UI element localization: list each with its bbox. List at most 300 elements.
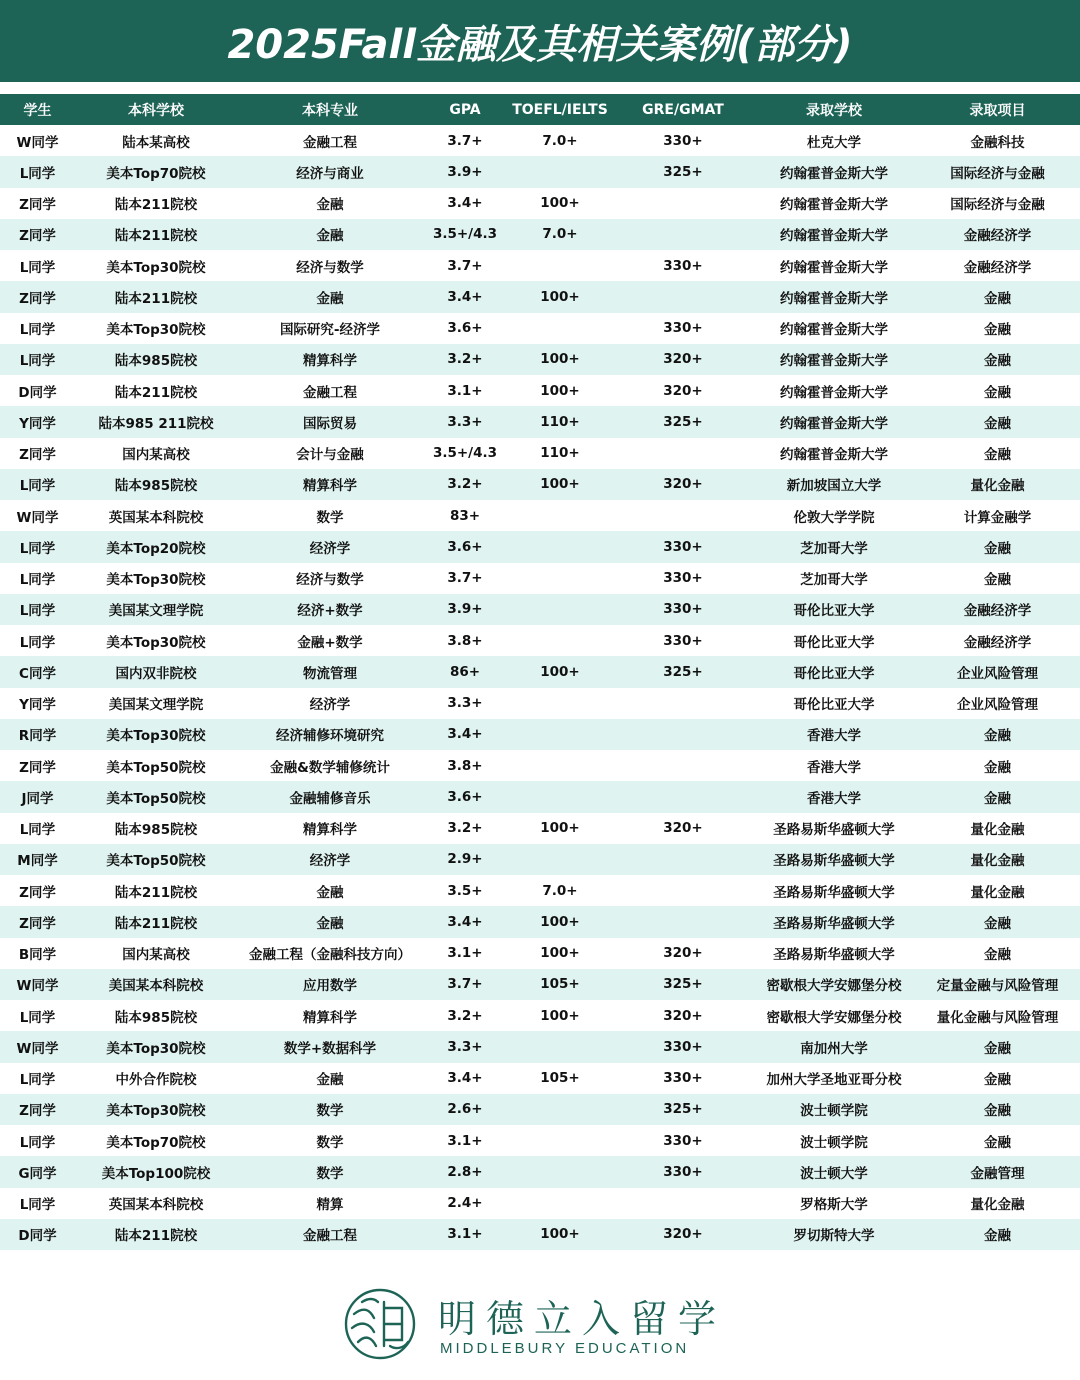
table-cell: 3.4+ — [447, 1070, 483, 1087]
table-cell: 数学 — [316, 1134, 344, 1151]
table-cell: 105+ — [540, 1070, 580, 1087]
table-cell: 陆本211院校 — [114, 1228, 198, 1245]
table-cell: 量化金融 — [970, 478, 1025, 495]
table-cell: 国内某高校 — [122, 947, 190, 964]
table-row — [0, 375, 1080, 406]
table-cell: 330+ — [663, 538, 703, 555]
table-row — [0, 1125, 1080, 1156]
table-row — [0, 156, 1080, 187]
table-cell: 金融 — [984, 1072, 1011, 1089]
table-cell: 3.4+ — [447, 195, 483, 212]
table-row — [0, 688, 1080, 719]
table-cell: 国际经济与金融 — [950, 197, 1045, 214]
table-cell: 金融 — [316, 884, 344, 901]
table-cell: 3.1+ — [447, 945, 483, 962]
column-header: 录取项目 — [969, 102, 1026, 119]
table-cell: 金融 — [984, 790, 1011, 807]
table-cell: L同学 — [19, 1072, 56, 1089]
table-cell: 美本Top30院校 — [106, 1103, 206, 1120]
table-row — [0, 500, 1080, 531]
table-cell: 美本Top50院校 — [106, 853, 206, 870]
table-cell: 金融经济学 — [963, 259, 1032, 276]
table-cell: 会计与金融 — [296, 447, 364, 464]
table-cell: 量化金融与风险管理 — [936, 1009, 1059, 1026]
table-cell: 美本Top30院校 — [106, 634, 206, 651]
table-row — [0, 594, 1080, 625]
table-cell: 325+ — [663, 1101, 703, 1118]
table-row — [0, 1156, 1080, 1187]
table-cell: 金融 — [316, 197, 344, 214]
table-cell: 100+ — [540, 945, 580, 962]
table-cell: 金融 — [984, 447, 1011, 464]
table-cell: 圣路易斯华盛顿大学 — [773, 822, 895, 839]
table-cell: 105+ — [540, 976, 580, 993]
table-cell: 陆本211院校 — [114, 290, 198, 307]
table-cell: 325+ — [663, 163, 703, 180]
table-cell: Y同学 — [19, 697, 56, 714]
table-cell: W同学 — [16, 509, 59, 526]
page-title: 2025Fall金融及其相关案例(部分) — [227, 21, 853, 68]
table-cell: 精算科学 — [303, 353, 357, 370]
table-cell: 3.6+ — [447, 320, 483, 337]
brand-name-cn: 明德立入留学 — [438, 1297, 727, 1341]
table-cell: 330+ — [663, 632, 703, 649]
divider — [0, 82, 1080, 94]
table-cell: 330+ — [663, 320, 703, 337]
table-cell: 企业风险管理 — [957, 665, 1038, 682]
table-cell: 约翰霍普金斯大学 — [780, 447, 888, 464]
table-cell: 320+ — [663, 351, 703, 368]
table-cell: 3.5+/4.3 — [432, 445, 498, 462]
table-cell: Z同学 — [19, 290, 56, 307]
table-cell: 金融 — [984, 915, 1011, 932]
table-row — [0, 750, 1080, 781]
table-cell: 3.2+ — [447, 1007, 483, 1024]
table-cell: R同学 — [18, 728, 57, 745]
table-row — [0, 1000, 1080, 1031]
brand-footer — [340, 1284, 740, 1364]
table-cell: 经济学 — [309, 853, 351, 870]
table-cell: 金融科技 — [970, 134, 1025, 151]
table-cell: 国内某高校 — [122, 447, 190, 464]
table-cell: 3.3+ — [447, 413, 483, 430]
table-cell: 330+ — [663, 132, 703, 149]
table-cell: 美本Top70院校 — [106, 1134, 206, 1151]
table-cell: 陆本211院校 — [114, 384, 198, 401]
table-cell: 金融工程（金融科技方向） — [249, 947, 411, 964]
table-cell: 320+ — [663, 382, 703, 399]
table-cell: M同学 — [17, 853, 58, 870]
table-cell: 110+ — [540, 413, 580, 430]
table-cell: 3.2+ — [447, 820, 483, 837]
table-cell: 计算金融学 — [963, 509, 1032, 526]
table-row — [0, 656, 1080, 687]
table-cell: 陆本985院校 — [114, 478, 198, 495]
table-cell: 约翰霍普金斯大学 — [780, 353, 888, 370]
table-cell: 美本Top30院校 — [106, 728, 206, 745]
table-cell: 国内双非院校 — [115, 665, 197, 682]
table-cell: 英国某本科院校 — [108, 1197, 204, 1214]
table-cell: 330+ — [663, 1070, 703, 1087]
table-cell: 金融 — [316, 290, 344, 307]
table-row — [0, 250, 1080, 281]
table-cell: 美本Top30院校 — [106, 322, 206, 339]
table-cell: Y同学 — [19, 415, 56, 432]
table-cell: 金融 — [316, 228, 344, 245]
table-cell: 陆本985院校 — [114, 822, 198, 839]
table-cell: 3.6+ — [447, 538, 483, 555]
table-cell: 325+ — [663, 976, 703, 993]
table-cell: 100+ — [540, 195, 580, 212]
table-cell: 100+ — [540, 351, 580, 368]
table-cell: L同学 — [19, 572, 56, 589]
table-cell: 美本Top30院校 — [106, 259, 206, 276]
table-cell: 美国某本科院校 — [108, 978, 204, 995]
table-cell: W同学 — [16, 134, 59, 151]
table-cell: 美本Top50院校 — [106, 759, 206, 776]
table-cell: 金融 — [984, 384, 1011, 401]
table-cell: L同学 — [19, 1134, 56, 1151]
column-header: 本科学校 — [128, 102, 184, 119]
table-cell: 量化金融 — [970, 1197, 1025, 1214]
table-cell: 100+ — [540, 820, 580, 837]
table-cell: 金融经济学 — [963, 228, 1032, 245]
table-cell: 3.1+ — [447, 382, 483, 399]
table-cell: 金融 — [316, 915, 344, 932]
table-row — [0, 563, 1080, 594]
table-cell: 密歇根大学安娜堡分校 — [766, 978, 902, 995]
table-cell: 金融 — [984, 1040, 1011, 1057]
table-row — [0, 719, 1080, 750]
table-cell: 2.9+ — [447, 851, 483, 868]
table-row — [0, 844, 1080, 875]
table-cell: 精算科学 — [303, 822, 357, 839]
column-header: 录取学校 — [806, 102, 862, 119]
table-cell: 3.7+ — [447, 257, 483, 274]
table-cell: 经济与商业 — [296, 165, 364, 182]
table-cell: 金融 — [984, 540, 1011, 557]
table-cell: 325+ — [663, 663, 703, 680]
table-cell: 金融 — [984, 947, 1011, 964]
table-cell: 哥伦比亚大学 — [793, 697, 875, 714]
table-cell: 3.8+ — [447, 757, 483, 774]
table-cell: 加州大学圣地亚哥分校 — [766, 1072, 902, 1089]
table-cell: L同学 — [19, 165, 56, 182]
table-cell: Z同学 — [19, 759, 56, 776]
table-cell: 芝加哥大学 — [800, 540, 868, 557]
table-cell: L同学 — [19, 603, 56, 620]
table-row — [0, 1031, 1080, 1062]
table-cell: 330+ — [663, 570, 703, 587]
table-cell: 波士顿大学 — [800, 1165, 868, 1182]
table-cell: L同学 — [19, 478, 56, 495]
table-cell: 新加坡国立大学 — [786, 478, 882, 495]
table-cell: L同学 — [19, 634, 56, 651]
table-cell: 数学 — [316, 1165, 344, 1182]
table-cell: 7.0+ — [542, 132, 578, 149]
table-cell: Z同学 — [19, 884, 56, 901]
table-cell: 7.0+ — [542, 226, 578, 243]
table-cell: 3.7+ — [447, 132, 483, 149]
table-row — [0, 1188, 1080, 1219]
table-cell: 100+ — [540, 913, 580, 930]
table-cell: 美本Top30院校 — [106, 1040, 206, 1057]
table-cell: L同学 — [19, 322, 56, 339]
table-cell: 金融 — [984, 415, 1011, 432]
table-cell: 美本Top50院校 — [106, 790, 206, 807]
table-cell: 圣路易斯华盛顿大学 — [773, 884, 895, 901]
table-cell: 量化金融 — [970, 853, 1025, 870]
table-cell: 320+ — [663, 1226, 703, 1243]
table-row — [0, 938, 1080, 969]
table-cell: 金融辅修音乐 — [289, 790, 371, 807]
table-cell: Z同学 — [19, 228, 56, 245]
table-cell: 金融 — [984, 1228, 1011, 1245]
table-row — [0, 531, 1080, 562]
table-cell: L同学 — [19, 1197, 56, 1214]
table-cell: 330+ — [663, 1132, 703, 1149]
table-cell: 100+ — [540, 1226, 580, 1243]
table-cell: 320+ — [663, 1007, 703, 1024]
column-header: TOEFL/IELTS — [512, 101, 608, 118]
table-cell: 中外合作院校 — [115, 1072, 197, 1089]
table-cell: L同学 — [19, 259, 56, 276]
table-row — [0, 313, 1080, 344]
table-cell: 金融 — [984, 572, 1011, 589]
table-cell: W同学 — [16, 978, 59, 995]
table-cell: 哥伦比亚大学 — [793, 634, 875, 651]
table-cell: 金融工程 — [303, 134, 357, 151]
column-header: 学生 — [23, 102, 52, 119]
table-cell: D同学 — [18, 384, 57, 401]
table-cell: 企业风险管理 — [957, 697, 1038, 714]
table-cell: 330+ — [663, 1163, 703, 1180]
table-cell: 美国某文理学院 — [108, 697, 204, 714]
table-cell: 哥伦比亚大学 — [793, 603, 875, 620]
table-cell: 国际贸易 — [303, 415, 357, 432]
table-cell: Z同学 — [19, 915, 56, 932]
table-cell: 330+ — [663, 601, 703, 618]
table-cell: 陆本985院校 — [114, 353, 198, 370]
table-cell: 金融 — [984, 759, 1011, 776]
table-cell: 陆本211院校 — [114, 884, 198, 901]
table-row — [0, 1063, 1080, 1094]
table-cell: 陆本985 211院校 — [98, 415, 214, 432]
table-cell: 约翰霍普金斯大学 — [780, 228, 888, 245]
table-cell: 圣路易斯华盛顿大学 — [773, 853, 895, 870]
table-cell: 约翰霍普金斯大学 — [780, 415, 888, 432]
table-cell: 金融 — [984, 1103, 1011, 1120]
table-cell: 波士顿学院 — [800, 1134, 868, 1151]
table-cell: 经济学 — [309, 697, 351, 714]
table-cell: 3.9+ — [447, 163, 483, 180]
table-cell: 100+ — [540, 476, 580, 493]
table-cell: 110+ — [540, 445, 580, 462]
table-cell: 金融经济学 — [963, 634, 1032, 651]
table-cell: 密歇根大学安娜堡分校 — [766, 1009, 902, 1026]
table-cell: 3.7+ — [447, 976, 483, 993]
table-cell: B同学 — [18, 947, 57, 964]
column-header: GPA — [449, 101, 481, 118]
table-cell: 国际经济与金融 — [950, 165, 1045, 182]
table-cell: 320+ — [663, 476, 703, 493]
table-cell: 香港大学 — [807, 728, 861, 745]
table-cell: 330+ — [663, 257, 703, 274]
table-cell: 2.8+ — [447, 1163, 483, 1180]
table-cell: 金融 — [984, 353, 1011, 370]
table-cell: 美本Top100院校 — [101, 1165, 211, 1182]
table-cell: L同学 — [19, 1009, 56, 1026]
column-header: 本科专业 — [302, 102, 358, 119]
table-cell: 圣路易斯华盛顿大学 — [773, 947, 895, 964]
table-cell: 陆本211院校 — [114, 228, 198, 245]
table-cell: 波士顿学院 — [800, 1103, 868, 1120]
table-cell: 金融 — [984, 290, 1011, 307]
table-cell: 约翰霍普金斯大学 — [780, 197, 888, 214]
table-cell: 3.2+ — [447, 476, 483, 493]
table-cell: 物流管理 — [303, 665, 357, 682]
table-row — [0, 1094, 1080, 1125]
table-row — [0, 469, 1080, 500]
table-row — [0, 281, 1080, 312]
table-cell: 3.1+ — [447, 1132, 483, 1149]
table-cell: 约翰霍普金斯大学 — [780, 259, 888, 276]
table-cell: 7.0+ — [542, 882, 578, 899]
table-cell: 美本Top20院校 — [106, 540, 206, 557]
table-cell: 经济与数学 — [296, 259, 364, 276]
table-cell: 经济+数学 — [297, 603, 363, 620]
table-cell: 陆本211院校 — [114, 197, 198, 214]
table-cell: G同学 — [18, 1165, 57, 1182]
admissions-table — [0, 94, 1080, 1250]
table-cell: 经济与数学 — [296, 572, 364, 589]
table-cell: 金融工程 — [303, 384, 357, 401]
table-cell: 应用数学 — [303, 978, 357, 995]
table-row — [0, 188, 1080, 219]
table-cell: 经济辅修环境研究 — [276, 728, 384, 745]
table-cell: 金融+数学 — [297, 634, 363, 651]
table-cell: 香港大学 — [807, 759, 861, 776]
table-row — [0, 781, 1080, 812]
table-row — [0, 344, 1080, 375]
title-banner — [0, 0, 1080, 82]
table-cell: 美国某文理学院 — [108, 603, 204, 620]
table-cell: 陆本某高校 — [122, 134, 190, 151]
table-cell: 约翰霍普金斯大学 — [780, 165, 888, 182]
table-cell: L同学 — [19, 822, 56, 839]
table-cell: 南加州大学 — [800, 1040, 868, 1057]
table-cell: 83+ — [449, 507, 481, 524]
table-cell: 3.6+ — [447, 788, 483, 805]
table-row — [0, 813, 1080, 844]
table-cell: 陆本211院校 — [114, 915, 198, 932]
table-cell: 100+ — [540, 663, 580, 680]
table-cell: Z同学 — [19, 447, 56, 464]
table-cell: 3.4+ — [447, 726, 483, 743]
table-cell: 数学 — [316, 509, 344, 526]
table-cell: 330+ — [663, 1038, 703, 1055]
table-cell: 圣路易斯华盛顿大学 — [773, 915, 895, 932]
table-cell: 金融管理 — [970, 1165, 1025, 1182]
table-cell: L同学 — [19, 540, 56, 557]
table-cell: 金融工程 — [303, 1228, 357, 1245]
table-cell: 金融 — [984, 728, 1011, 745]
table-cell: 3.8+ — [447, 632, 483, 649]
table-row — [0, 906, 1080, 937]
table-row — [0, 219, 1080, 250]
table-cell: 100+ — [540, 382, 580, 399]
table-row — [0, 438, 1080, 469]
table-cell: 定量金融与风险管理 — [936, 978, 1059, 995]
table-cell: 3.3+ — [447, 1038, 483, 1055]
table-cell: 3.9+ — [447, 601, 483, 618]
column-header: GRE/GMAT — [642, 101, 724, 118]
table-cell: Z同学 — [19, 1103, 56, 1120]
table-cell: 精算科学 — [303, 1009, 357, 1026]
table-cell: 罗格斯大学 — [800, 1197, 868, 1214]
table-cell: 罗切斯特大学 — [793, 1228, 875, 1245]
table-cell: 3.3+ — [447, 695, 483, 712]
table-cell: 量化金融 — [970, 884, 1025, 901]
table-row — [0, 406, 1080, 437]
table-body — [0, 125, 1080, 1250]
table-cell: 精算 — [316, 1197, 344, 1214]
table-cell: 3.4+ — [447, 288, 483, 305]
table-cell: 金融 — [984, 1134, 1011, 1151]
table-cell: 3.4+ — [447, 913, 483, 930]
table-cell: Z同学 — [19, 197, 56, 214]
table-cell: 金融 — [316, 1072, 344, 1089]
table-cell: 国际研究-经济学 — [279, 322, 381, 339]
table-cell: 2.6+ — [447, 1101, 483, 1118]
table-cell: 100+ — [540, 288, 580, 305]
table-row — [0, 875, 1080, 906]
table-header — [0, 94, 1080, 125]
table-cell: C同学 — [19, 665, 56, 682]
table-cell: 经济学 — [309, 540, 351, 557]
table-cell: L同学 — [19, 353, 56, 370]
table-row — [0, 969, 1080, 1000]
table-cell: 3.2+ — [447, 351, 483, 368]
table-cell: 金融经济学 — [963, 603, 1032, 620]
table-cell: 约翰霍普金斯大学 — [780, 290, 888, 307]
table-cell: 陆本985院校 — [114, 1009, 198, 1026]
table-cell: 英国某本科院校 — [108, 509, 204, 526]
table-cell: 香港大学 — [807, 790, 861, 807]
table-cell: 3.5+/4.3 — [432, 226, 498, 243]
table-cell: 量化金融 — [970, 822, 1025, 839]
table-cell: 3.5+ — [447, 882, 483, 899]
table-row — [0, 125, 1080, 156]
table-cell: 3.1+ — [447, 1226, 483, 1243]
table-cell: 2.4+ — [447, 1195, 483, 1212]
table-cell: D同学 — [18, 1228, 57, 1245]
table-cell: 杜克大学 — [807, 134, 861, 151]
table-cell: 美本Top30院校 — [106, 572, 206, 589]
table-cell: 320+ — [663, 945, 703, 962]
table-cell: 约翰霍普金斯大学 — [780, 384, 888, 401]
table-cell: 325+ — [663, 413, 703, 430]
table-row — [0, 1219, 1080, 1250]
table-cell: 哥伦比亚大学 — [793, 665, 875, 682]
table-cell: 芝加哥大学 — [800, 572, 868, 589]
brand-name-en: MIDDLEBURY EDUCATION — [440, 1340, 690, 1357]
table-cell: 伦敦大学学院 — [793, 509, 875, 526]
table-cell: J同学 — [21, 790, 54, 807]
table-cell: W同学 — [16, 1040, 59, 1057]
table-cell: 约翰霍普金斯大学 — [780, 322, 888, 339]
table-cell: 金融 — [984, 322, 1011, 339]
